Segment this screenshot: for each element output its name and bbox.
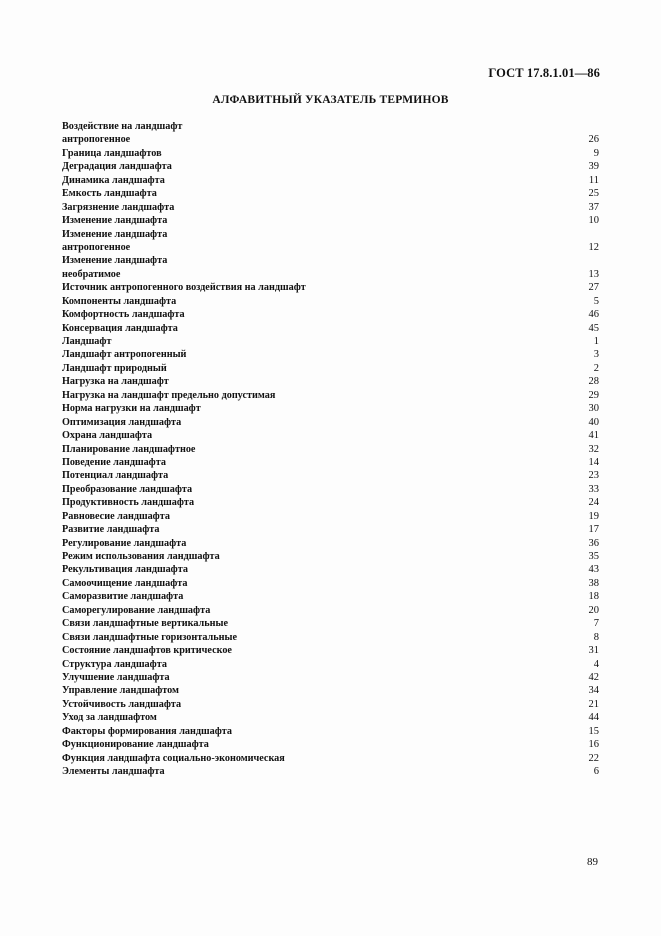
index-term-number: 25 <box>588 188 599 200</box>
index-row <box>62 295 599 308</box>
index-term: Динамика ландшафта <box>62 174 165 186</box>
index-row <box>62 604 599 617</box>
page-number: 89 <box>587 856 598 868</box>
index-term: Состояние ландшафтов критическое <box>62 645 232 657</box>
index-term-number: 16 <box>588 739 599 751</box>
index-term-number: 31 <box>588 645 599 657</box>
index-term: Функция ландшафта социально-экономическая <box>62 752 285 764</box>
index-term: Саморегулирование ландшафта <box>62 604 211 616</box>
index-term: Изменение ландшафта <box>62 228 168 240</box>
index-row <box>62 765 599 778</box>
index-term: Устойчивость ландшафта <box>62 698 182 710</box>
index-row <box>62 590 599 603</box>
index-term-number: 24 <box>588 497 599 509</box>
index-term-number: 22 <box>588 752 599 764</box>
index-term-number: 20 <box>588 604 599 616</box>
index-term: Емкость ландшафта <box>62 188 157 200</box>
index-term: Равновесие ландшафта <box>62 510 170 522</box>
index-term: Управление ландшафтом <box>62 685 179 697</box>
index-row <box>62 348 599 361</box>
index-term: Деградация ландшафта <box>62 161 172 173</box>
index-term-number: 17 <box>588 524 599 536</box>
index-row <box>62 174 599 187</box>
index-term: Нагрузка на ландшафт предельно допустимая <box>62 389 276 401</box>
index-term-number: 21 <box>588 698 599 710</box>
index-term: необратимое <box>62 268 121 280</box>
index-row <box>62 147 599 160</box>
index-term-number: 10 <box>588 215 599 227</box>
index-row <box>62 281 599 294</box>
index-row <box>62 563 599 576</box>
index-row <box>62 241 599 254</box>
index-row <box>62 187 599 200</box>
index-term: Комфортность ландшафта <box>62 309 185 321</box>
index-row <box>62 228 599 241</box>
index-term-number: 4 <box>593 658 599 670</box>
index-term-number: 37 <box>588 201 599 213</box>
index-row <box>62 510 599 523</box>
index-term-number: 36 <box>588 537 599 549</box>
index-row <box>62 617 599 630</box>
index-term: Ландшафт <box>62 336 112 347</box>
index-term: антропогенное <box>62 134 131 146</box>
index-row <box>62 496 599 509</box>
index-row <box>62 268 599 281</box>
index-row <box>62 402 599 415</box>
index-term-number: 42 <box>588 671 599 683</box>
index-term: антропогенное <box>62 241 131 253</box>
index-row <box>62 644 599 657</box>
index-term-number: 45 <box>588 322 599 334</box>
index-term-number: 27 <box>588 282 599 294</box>
index-row <box>62 133 599 146</box>
index-term: Охрана ландшафта <box>62 430 153 442</box>
index-term-number: 8 <box>593 631 599 643</box>
index-term-number: 43 <box>588 564 599 576</box>
index-term-number: 13 <box>588 268 599 280</box>
index-row <box>62 456 599 469</box>
index-term-number: 3 <box>593 349 599 361</box>
index-term: Воздействие на ландшафт <box>62 121 183 132</box>
index-term: Компоненты ландшафта <box>62 295 177 307</box>
index-term-number: 1 <box>593 336 599 347</box>
index-term-number: 46 <box>588 309 599 321</box>
index-term: Развитие ландшафта <box>62 524 160 536</box>
index-row <box>62 389 599 402</box>
index-term-number: 19 <box>588 510 599 522</box>
index-term-number: 34 <box>588 685 599 697</box>
index-term-number: 40 <box>588 416 599 428</box>
index-term-number: 26 <box>588 134 599 146</box>
index-term: Регулирование ландшафта <box>62 537 187 549</box>
index-term-number: 6 <box>593 766 599 777</box>
index-row <box>62 671 599 684</box>
index-row <box>62 752 599 765</box>
index-row <box>62 537 599 550</box>
index-term-number: 23 <box>588 470 599 482</box>
index-row <box>62 631 599 644</box>
index-term: Связи ландшафтные вертикальные <box>62 618 228 630</box>
index-term: Изменение ландшафта <box>62 255 168 267</box>
index-term: Функционирование ландшафта <box>62 739 209 751</box>
index-term: Источник антропогенного воздействия на ландшафт <box>62 282 306 294</box>
index-row <box>62 550 599 563</box>
index-term-number: 32 <box>588 443 599 455</box>
index-row <box>62 160 599 173</box>
index-term: Улучшение ландшафта <box>62 671 170 683</box>
index-term: Планирование ландшафтное <box>62 443 196 455</box>
index-term-number: 5 <box>593 295 599 307</box>
index-term-number: 35 <box>588 551 599 562</box>
index-row <box>62 375 599 388</box>
standard-code-header: ГОСТ 17.8.1.01—86 <box>488 66 600 80</box>
index-term-number: 38 <box>588 577 599 589</box>
index-term: Норма нагрузки на ландшафт <box>62 403 201 415</box>
index-row <box>62 335 599 348</box>
index-term-number: 12 <box>588 241 599 253</box>
index-term-number: 30 <box>588 403 599 415</box>
index-term: Связи ландшафтные горизонтальные <box>62 631 237 643</box>
index-term: Ландшафт природный <box>62 362 167 374</box>
index-row <box>62 120 599 133</box>
index-row <box>62 711 599 724</box>
index-row <box>62 684 599 697</box>
index-term-number: 9 <box>593 147 599 159</box>
index-row <box>62 201 599 214</box>
index-term: Изменение ландшафта <box>62 215 168 227</box>
index-term: Режим использования ландшафта <box>62 551 220 562</box>
index-term: Консервация ландшафта <box>62 322 178 334</box>
index-term-number: 44 <box>588 712 599 724</box>
term-index-list <box>62 120 599 778</box>
index-term: Уход за ландшафтом <box>62 712 157 724</box>
index-term: Элементы ландшафта <box>62 766 165 777</box>
index-term-number: 11 <box>588 174 599 186</box>
index-term: Оптимизация ландшафта <box>62 416 182 428</box>
index-row <box>62 214 599 227</box>
index-term-number: 2 <box>593 362 599 374</box>
index-term-number: 15 <box>588 725 599 737</box>
index-term: Саморазвитие ландшафта <box>62 591 184 603</box>
index-term: Факторы формирования ландшафта <box>62 725 233 737</box>
index-row <box>62 469 599 482</box>
index-term: Граница ландшафтов <box>62 147 162 159</box>
index-row <box>62 416 599 429</box>
index-term-number: 7 <box>593 618 599 630</box>
index-row <box>62 322 599 335</box>
index-term: Преобразование ландшафта <box>62 483 193 495</box>
index-row <box>62 698 599 711</box>
index-row <box>62 483 599 496</box>
index-term-number: 29 <box>588 389 599 401</box>
index-row <box>62 254 599 267</box>
page-title: АЛФАВИТНЫЙ УКАЗАТЕЛЬ ТЕРМИНОВ <box>212 94 449 106</box>
index-term-number: 14 <box>588 456 599 468</box>
index-term-number: 39 <box>588 161 599 173</box>
index-term: Поведение ландшафта <box>62 456 166 468</box>
index-term-number: 18 <box>588 591 599 603</box>
index-row <box>62 738 599 751</box>
index-row <box>62 308 599 321</box>
index-term-number: 41 <box>588 430 599 442</box>
index-row <box>62 523 599 536</box>
index-term: Нагрузка на ландшафт <box>62 376 169 388</box>
index-row <box>62 443 599 456</box>
index-term: Загрязнение ландшафта <box>62 201 175 213</box>
index-term: Рекультивация ландшафта <box>62 564 188 576</box>
index-term: Ландшафт антропогенный <box>62 349 187 361</box>
index-row <box>62 362 599 375</box>
index-row <box>62 577 599 590</box>
index-row <box>62 429 599 442</box>
index-term: Продуктивность ландшафта <box>62 497 195 509</box>
index-row <box>62 725 599 738</box>
index-term: Структура ландшафта <box>62 658 167 670</box>
index-term: Потенциал ландшафта <box>62 470 169 482</box>
index-term: Самоочищение ландшафта <box>62 577 188 589</box>
index-term-number: 33 <box>588 483 599 495</box>
index-row <box>62 658 599 671</box>
index-term-number: 28 <box>588 376 599 388</box>
